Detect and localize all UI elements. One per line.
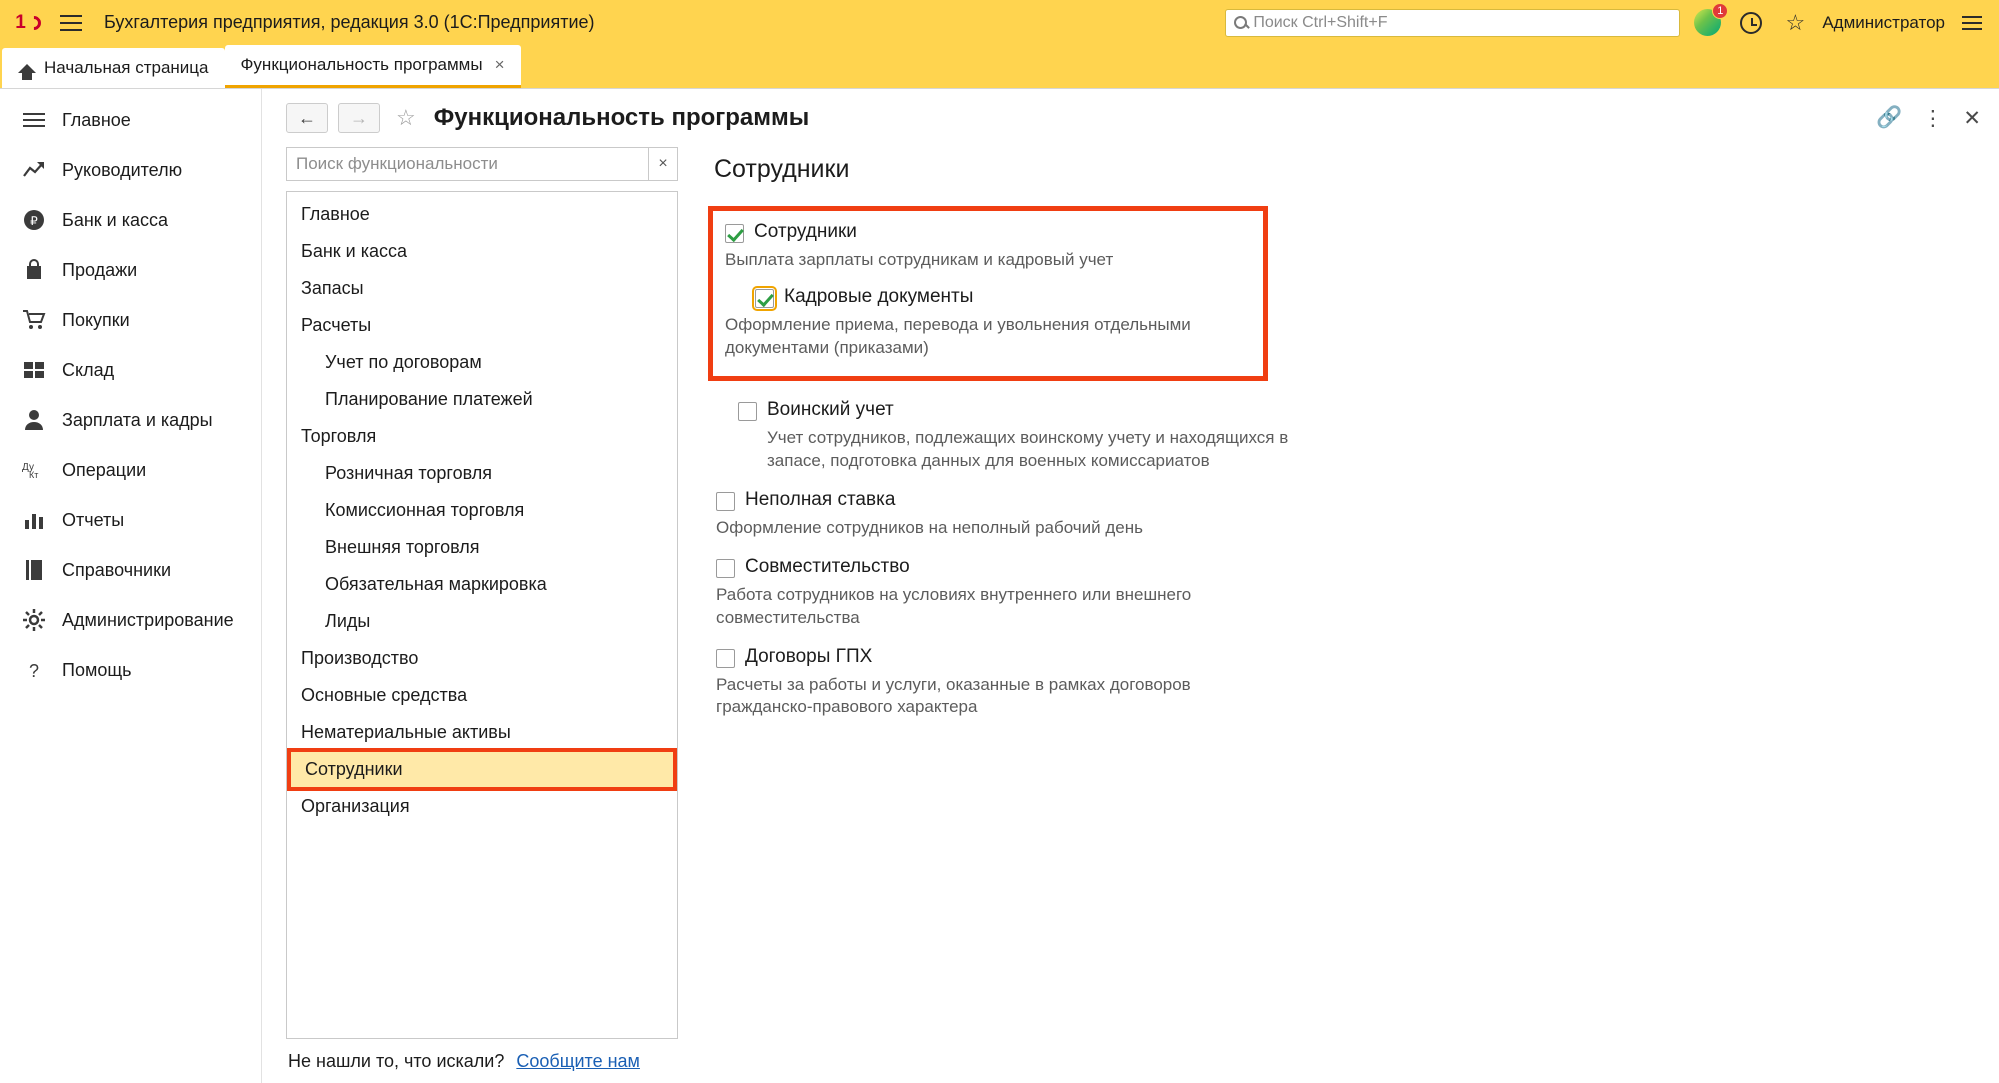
- book-icon: [22, 558, 46, 582]
- list-item[interactable]: Расчеты: [301, 315, 372, 335]
- option-description: Оформление приема, перевода и увольнения отдельными документами (приказами): [725, 314, 1191, 357]
- functionality-list-column: [286, 147, 678, 1083]
- history-clock-icon: [1740, 12, 1762, 34]
- sidebar-item-operacii[interactable]: [0, 445, 261, 495]
- page-title: Функциональность программы: [433, 104, 810, 131]
- list-item[interactable]: Внешняя торговля: [325, 537, 480, 557]
- link-icon[interactable]: 🔗: [1876, 106, 1903, 129]
- search-icon: [1234, 16, 1247, 29]
- option-label: Сотрудники: [754, 221, 857, 242]
- tab-home-label: Начальная страница: [44, 58, 209, 77]
- form-content: [262, 147, 1999, 1083]
- close-icon[interactable]: ✕: [1963, 106, 1981, 130]
- clear-search-button[interactable]: ×: [648, 147, 678, 181]
- list-item-selected-sotrudniki[interactable]: Сотрудники: [290, 751, 674, 788]
- ay-kv-icon: [22, 458, 46, 482]
- sidebar-item-label: Руководителю: [62, 159, 183, 180]
- kebab-menu-icon[interactable]: ⋮: [1922, 106, 1944, 130]
- detail-title: Сотрудники: [714, 155, 850, 183]
- list-item[interactable]: Учет по договорам: [325, 352, 482, 372]
- option-description: Работа сотрудников на условиях внутреннего или внешнего совместительства: [716, 584, 1192, 627]
- tab-strip: [0, 45, 1999, 89]
- boxes-icon: [22, 358, 46, 382]
- option-sotrudniki[interactable]: [725, 221, 1249, 243]
- history-button[interactable]: [1734, 6, 1768, 40]
- add-to-favorites-icon[interactable]: ☆: [396, 105, 416, 130]
- tab-program-functionality[interactable]: [225, 45, 521, 88]
- option-description: Выплата зарплаты сотрудникам и кадровый учет: [725, 250, 1114, 269]
- tools-menu-button[interactable]: [1955, 6, 1989, 40]
- sidebar-item-pokupki[interactable]: [0, 295, 261, 345]
- sidebar-item-label: Администрирование: [62, 609, 234, 630]
- star-icon: ☆: [1785, 9, 1806, 35]
- sidebar-item-pomoshch[interactable]: [0, 645, 261, 695]
- sidebar-item-sklad[interactable]: [0, 345, 261, 395]
- top-bar-right-tools: [1225, 6, 1989, 40]
- notifications-button[interactable]: [1690, 6, 1724, 40]
- list-item[interactable]: Главное: [301, 204, 370, 224]
- sidebar-item-label: Банк и касса: [62, 209, 168, 230]
- list-item[interactable]: Комиссионная торговля: [325, 500, 525, 520]
- svg-text:?: ?: [28, 661, 40, 681]
- option-kadrovye-dokumenty[interactable]: [755, 286, 1249, 308]
- option-description: Оформление сотрудников на неполный рабочий день: [716, 517, 1144, 537]
- sidebar-item-label: Склад: [62, 359, 115, 380]
- list-item[interactable]: Лиды: [325, 611, 371, 631]
- top-bar: [0, 0, 1999, 45]
- gear-icon: [22, 608, 46, 632]
- sidebar-item-label: Операции: [62, 459, 147, 480]
- not-found-text: Не нашли то, что искали?: [288, 1050, 505, 1071]
- cart-icon: [22, 308, 46, 332]
- sidebar-item-spravochniki[interactable]: [0, 545, 261, 595]
- list-item[interactable]: Производство: [301, 648, 419, 668]
- highlighted-options-group: [708, 206, 1268, 381]
- list-item[interactable]: Розничная торговля: [325, 463, 492, 483]
- checkbox-sotrudniki[interactable]: [725, 224, 744, 243]
- list-item[interactable]: Организация: [301, 796, 410, 816]
- list-item[interactable]: Основные средства: [301, 685, 468, 705]
- sidebar-item-label: Покупки: [62, 309, 130, 330]
- tab-program-functionality-label: Функциональность программы: [240, 55, 483, 74]
- favorites-button[interactable]: [1778, 6, 1812, 40]
- form-header-tools: [1876, 106, 1981, 131]
- current-user-label: Администратор: [1822, 12, 1945, 32]
- tools-menu-icon: [1962, 16, 1982, 30]
- sidebar-item-prodazhi[interactable]: [0, 245, 261, 295]
- functionality-search-input[interactable]: Поиск функциональности: [286, 147, 648, 181]
- main-pane: [262, 89, 1999, 1083]
- trend-arrow-icon: [22, 158, 46, 182]
- list-item[interactable]: Запасы: [301, 278, 364, 298]
- option-label: Совместительство: [745, 555, 910, 577]
- checkbox-kadrovye-dokumenty[interactable]: [755, 289, 774, 308]
- notification-badge: 1: [1712, 3, 1728, 19]
- option-sovmestitelstvo[interactable]: [716, 556, 1999, 578]
- sidebar-item-rukovoditelyu[interactable]: [0, 145, 261, 195]
- svg-text:Ду: Ду: [22, 462, 34, 473]
- option-description: Расчеты за работы и услуги, оказанные в рамках договоров гражданско-правового характера: [716, 674, 1191, 717]
- svg-text:Кт: Кт: [29, 470, 39, 480]
- option-label: Кадровые документы: [784, 285, 974, 307]
- coin-icon: [22, 208, 46, 232]
- option-voinskiy-uchet[interactable]: [738, 399, 1999, 421]
- bar-chart-icon: [22, 508, 46, 532]
- list-item[interactable]: Нематериальные активы: [301, 722, 511, 742]
- sidebar-item-label: Главное: [62, 109, 131, 130]
- option-description: Учет сотрудников, подлежащих воинскому учету и находящихся в запасе, подготовка данных для военных комиссариатов: [767, 427, 1289, 470]
- checkbox-sovmestitelstvo[interactable]: [716, 559, 735, 578]
- back-button[interactable]: ←: [286, 103, 328, 133]
- sidebar-item-label: Помощь: [62, 659, 132, 680]
- global-search-placeholder: Поиск Ctrl+Shift+F: [1253, 13, 1388, 31]
- list-item[interactable]: Обязательная маркировка: [325, 574, 547, 594]
- 1c-logo-icon[interactable]: 1: [8, 10, 48, 36]
- sidebar-item-zarplata-i-kadry[interactable]: [0, 395, 261, 445]
- person-icon: [22, 408, 46, 432]
- sidebar-item-administrirovanie[interactable]: [0, 595, 261, 645]
- main-menu-icon[interactable]: [54, 6, 88, 40]
- sidebar-item-label: Зарплата и кадры: [62, 409, 213, 430]
- tab-home[interactable]: [2, 48, 225, 88]
- forward-button[interactable]: →: [338, 103, 380, 133]
- form-header: [262, 89, 1999, 147]
- sidebar-item-glavnoe[interactable]: [0, 95, 261, 145]
- menu-lines-icon: [22, 108, 46, 132]
- home-icon: [18, 64, 36, 73]
- sidebar-item-otchety[interactable]: [0, 495, 261, 545]
- global-search-input[interactable]: [1225, 9, 1680, 37]
- option-nepolnaya-stavka[interactable]: [716, 489, 1999, 511]
- question-icon: [22, 658, 46, 682]
- sidebar-item-bank-i-kassa[interactable]: [0, 195, 261, 245]
- sidebar-item-label: Справочники: [62, 559, 172, 580]
- option-label: Воинский учет: [767, 398, 894, 420]
- option-label: Неполная ставка: [745, 488, 896, 510]
- checkbox-dogovory-gph[interactable]: [716, 649, 735, 668]
- list-item[interactable]: Торговля: [301, 426, 377, 446]
- checkbox-nepolnaya-stavka[interactable]: [716, 492, 735, 511]
- tab-close-icon[interactable]: ×: [494, 55, 505, 74]
- not-found-footer: [286, 1039, 678, 1083]
- detail-column: [678, 147, 1999, 1083]
- main-layout: [0, 89, 1999, 1083]
- sidebar-item-label: Отчеты: [62, 509, 125, 530]
- list-item[interactable]: Планирование платежей: [325, 389, 533, 409]
- sidebar: [0, 89, 262, 1083]
- bag-icon: [22, 258, 46, 282]
- checkbox-voinskiy-uchet[interactable]: [738, 402, 757, 421]
- report-to-us-link[interactable]: Сообщите нам: [516, 1050, 640, 1071]
- app-title: Бухгалтерия предприятия, редакция 3.0 (1С:Предприятие): [104, 12, 595, 32]
- functionality-list[interactable]: [286, 191, 678, 1039]
- svg-text:₽: ₽: [30, 214, 38, 228]
- option-dogovory-gph[interactable]: [716, 646, 1999, 668]
- list-item[interactable]: Банк и касса: [301, 241, 407, 261]
- sidebar-item-label: Продажи: [62, 259, 138, 280]
- option-label: Договоры ГПХ: [745, 645, 873, 667]
- functionality-search-row: [286, 147, 678, 181]
